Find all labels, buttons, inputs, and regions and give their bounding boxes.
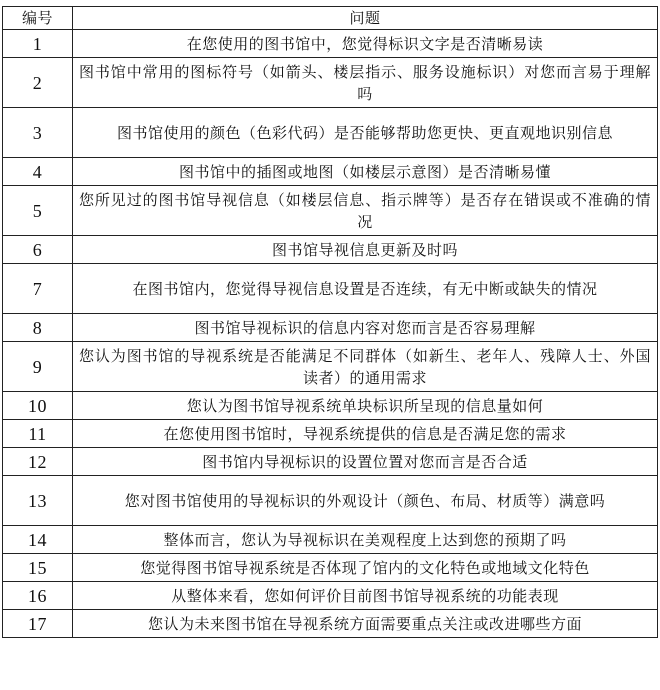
- row-number: 1: [3, 30, 73, 58]
- table-body: [3, 30, 658, 638]
- row-question: 在您使用的图书馆中，您觉得标识文字是否清晰易读: [73, 30, 658, 58]
- row-number: 11: [3, 420, 73, 448]
- row-number: 8: [3, 314, 73, 342]
- header-question: 问题: [73, 7, 658, 30]
- table-row: [3, 158, 658, 186]
- survey-question-table: [2, 6, 658, 638]
- row-question: 您认为图书馆导视系统单块标识所呈现的信息量如何: [73, 392, 658, 420]
- row-number: 2: [3, 58, 73, 108]
- row-number: 5: [3, 186, 73, 236]
- table-row: [3, 236, 658, 264]
- row-number: 16: [3, 582, 73, 610]
- row-question: 您对图书馆使用的导视标识的外观设计（颜色、布局、材质等）满意吗: [73, 476, 658, 526]
- row-number: 10: [3, 392, 73, 420]
- row-number: 9: [3, 342, 73, 392]
- table-row: [3, 342, 658, 392]
- row-question: 在图书馆内，您觉得导视信息设置是否连续，有无中断或缺失的情况: [73, 264, 658, 314]
- table-row: [3, 392, 658, 420]
- table-row: [3, 314, 658, 342]
- table-row: [3, 186, 658, 236]
- row-number: 6: [3, 236, 73, 264]
- table-row: [3, 30, 658, 58]
- table-row: [3, 108, 658, 158]
- row-question: 图书馆使用的颜色（色彩代码）是否能够帮助您更快、更直观地识别信息: [73, 108, 658, 158]
- row-number: 3: [3, 108, 73, 158]
- row-question: 图书馆导视标识的信息内容对您而言是否容易理解: [73, 314, 658, 342]
- table-row: [3, 610, 658, 638]
- row-number: 7: [3, 264, 73, 314]
- row-number: 12: [3, 448, 73, 476]
- table-row: [3, 526, 658, 554]
- row-number: 14: [3, 526, 73, 554]
- header-number: 编号: [3, 7, 73, 30]
- row-question: 图书馆中的插图或地图（如楼层示意图）是否清晰易懂: [73, 158, 658, 186]
- table-row: [3, 582, 658, 610]
- row-question: 您认为图书馆的导视系统是否能满足不同群体（如新生、老年人、残障人士、外国读者）的通用需求: [73, 342, 658, 392]
- table-row: [3, 58, 658, 108]
- row-question: 您认为未来图书馆在导视系统方面需要重点关注或改进哪些方面: [73, 610, 658, 638]
- row-number: 13: [3, 476, 73, 526]
- row-question: 图书馆中常用的图标符号（如箭头、楼层指示、服务设施标识）对您而言易于理解吗: [73, 58, 658, 108]
- row-question: 您觉得图书馆导视系统是否体现了馆内的文化特色或地域文化特色: [73, 554, 658, 582]
- row-question: 在您使用图书馆时，导视系统提供的信息是否满足您的需求: [73, 420, 658, 448]
- row-number: 15: [3, 554, 73, 582]
- table-row: [3, 554, 658, 582]
- row-question: 您所见过的图书馆导视信息（如楼层信息、指示牌等）是否存在错误或不准确的情况: [73, 186, 658, 236]
- table-row: [3, 264, 658, 314]
- row-number: 17: [3, 610, 73, 638]
- table-row: [3, 448, 658, 476]
- table-header-row: [3, 7, 658, 30]
- row-question: 从整体来看，您如何评价目前图书馆导视系统的功能表现: [73, 582, 658, 610]
- table-row: [3, 420, 658, 448]
- row-question: 图书馆导视信息更新及时吗: [73, 236, 658, 264]
- row-number: 4: [3, 158, 73, 186]
- table-row: [3, 476, 658, 526]
- row-question: 整体而言，您认为导视标识在美观程度上达到您的预期了吗: [73, 526, 658, 554]
- row-question: 图书馆内导视标识的设置位置对您而言是否合适: [73, 448, 658, 476]
